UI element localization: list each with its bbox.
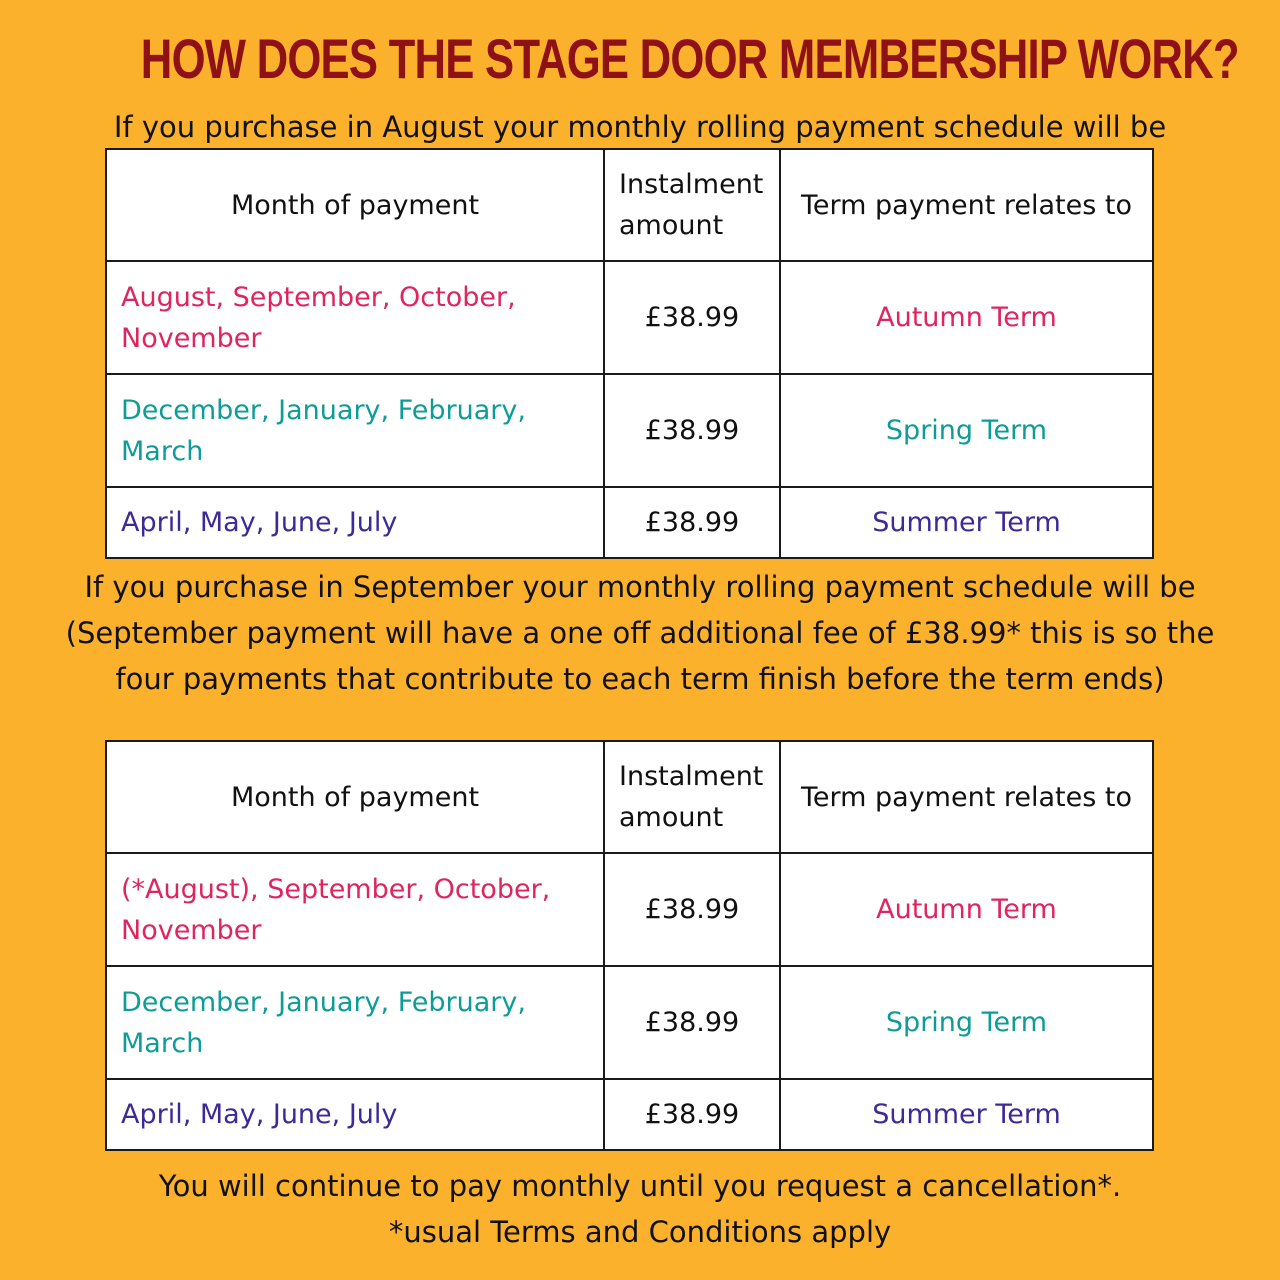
months-cell: (*August), September, October, November xyxy=(106,853,604,966)
intro-september-line-3: four payments that contribute to each term finish before the term ends) xyxy=(115,662,1165,696)
months-cell: December, January, February, March xyxy=(106,966,604,1079)
amount-cell: £38.99 xyxy=(604,374,780,487)
september-payment-table xyxy=(105,740,1154,1151)
footer-line-2: *usual Terms and Conditions apply xyxy=(388,1215,892,1249)
header-month: Month of payment xyxy=(106,741,604,853)
table-row xyxy=(106,261,1153,374)
page-title: HOW DOES THE STAGE DOOR MEMBERSHIP WORK? xyxy=(140,27,1239,90)
header-amount: Instalment amount xyxy=(604,741,780,853)
term-cell: Summer Term xyxy=(780,487,1153,558)
amount-cell: £38.99 xyxy=(604,966,780,1079)
term-cell: Autumn Term xyxy=(780,261,1153,374)
intro-september-line-2: (September payment will have a one off additional fee of £38.99* this is so the xyxy=(65,616,1215,650)
table-row xyxy=(106,966,1153,1079)
intro-september xyxy=(0,564,1280,702)
amount-cell: £38.99 xyxy=(604,1079,780,1150)
amount-cell: £38.99 xyxy=(604,261,780,374)
months-cell: April, May, June, July xyxy=(106,487,604,558)
table-row xyxy=(106,374,1153,487)
header-term: Term payment relates to xyxy=(780,741,1153,853)
table-row xyxy=(106,487,1153,558)
amount-cell: £38.99 xyxy=(604,487,780,558)
footer-note xyxy=(0,1163,1280,1255)
intro-august: If you purchase in August your monthly rolling payment schedule will be xyxy=(113,110,1167,144)
term-cell: Summer Term xyxy=(780,1079,1153,1150)
amount-cell: £38.99 xyxy=(604,853,780,966)
table-header-row xyxy=(106,741,1153,853)
august-payment-table xyxy=(105,148,1154,559)
term-cell: Autumn Term xyxy=(780,853,1153,966)
months-cell: December, January, February, March xyxy=(106,374,604,487)
table-row xyxy=(106,1079,1153,1150)
intro-september-line-1: If you purchase in September your monthly rolling payment schedule will be xyxy=(84,570,1196,604)
header-amount: Instalment amount xyxy=(604,149,780,261)
header-month: Month of payment xyxy=(106,149,604,261)
months-cell: April, May, June, July xyxy=(106,1079,604,1150)
term-cell: Spring Term xyxy=(780,374,1153,487)
footer-line-1: You will continue to pay monthly until you request a cancellation*. xyxy=(158,1169,1122,1203)
months-cell: August, September, October, November xyxy=(106,261,604,374)
table-row xyxy=(106,853,1153,966)
header-term: Term payment relates to xyxy=(780,149,1153,261)
table-header-row xyxy=(106,149,1153,261)
term-cell: Spring Term xyxy=(780,966,1153,1079)
